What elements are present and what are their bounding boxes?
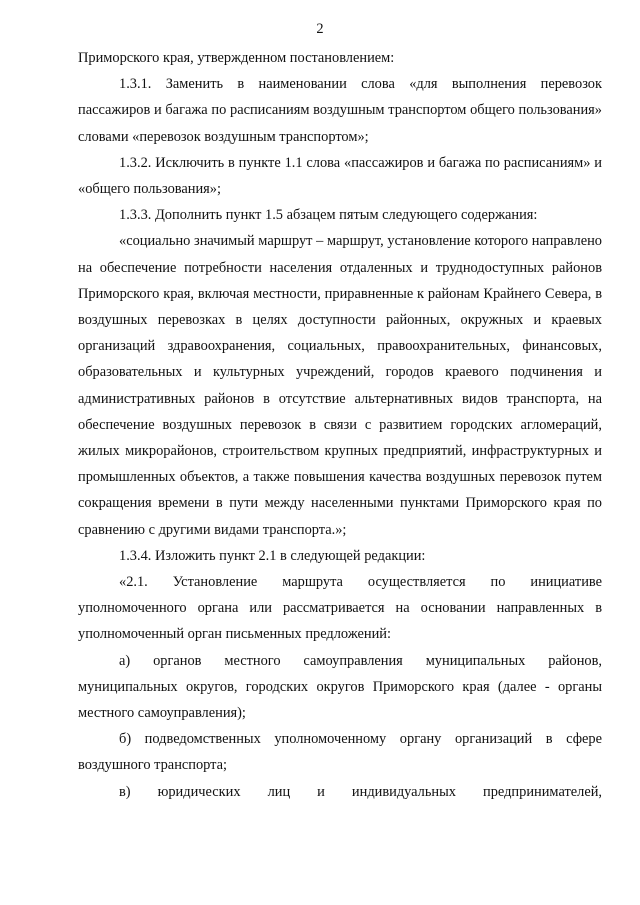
paragraph-subitem-a: а) органов местного самоуправления муниципальных районов, муниципальных округов, городских округов Приморского края (далее - органы местного самоуправления); [78, 652, 602, 722]
paragraph-item-1-3-4: 1.3.4. Изложить пункт 2.1 в следующей редакции: [119, 547, 426, 564]
paragraph-item-1-3-2: 1.3.2. Исключить в пункте 1.1 слова «пассажиров и багажа по расписаниям» и «общего пользования»; [78, 154, 602, 198]
paragraph-item-1-3-3: 1.3.3. Дополнить пункт 1.5 абзацем пятым следующего содержания: [119, 207, 538, 224]
paragraph-subitem-b: б) подведомственных уполномоченному органу организаций в сфере воздушного транспорта; [78, 731, 602, 774]
paragraph-quoted-definition: «социально значимый маршрут – маршрут, установление которого направлено на обеспечение потребности населения отдаленных и труднодоступных районов Приморского края, включая местности, приравненные к районам Крайнего Севера, в воздушных перевозках в целях доступности районных, окружных и краевых организаций здравоохранения, социальных, правоохранительных, финансовых, образовательных и культурных учреждений, городов краевого подчинения и административных районов в отсутствие альтернативных видов транспорта, на обеспечение воздушных перевозок в связи с развитием городских агломераций, жилых микрорайонов, строительством крупных предприятий, инфраструктурных и промышленных объектов, а также повышения качества воздушных перевозок путем сокращения времени в пути между населенными пунктами Приморского края по сравнению с другими видами транспорта.»; [78, 233, 602, 538]
paragraph-subitem-v: в) юридических лиц и индивидуальных предпринимателей, [119, 783, 602, 800]
paragraph-item-1-3-1: 1.3.1. Заменить в наименовании слова «для выполнения перевозок пассажиров и багажа по расписаниям воздушным транспортом общего пользования» словами «перевозок воздушным транспортом»; [78, 76, 602, 145]
document-body [78, 45, 602, 805]
paragraph-continuation: Приморского края, утвержденном постановлением: [78, 50, 395, 66]
paragraph-item-2-1: «2.1. Установление маршрута осуществляется по инициативе уполномоченного органа или рассматривается на основании направленных в уполномоченный орган письменных предложений: [78, 574, 602, 643]
page-number: 2 [316, 21, 324, 37]
